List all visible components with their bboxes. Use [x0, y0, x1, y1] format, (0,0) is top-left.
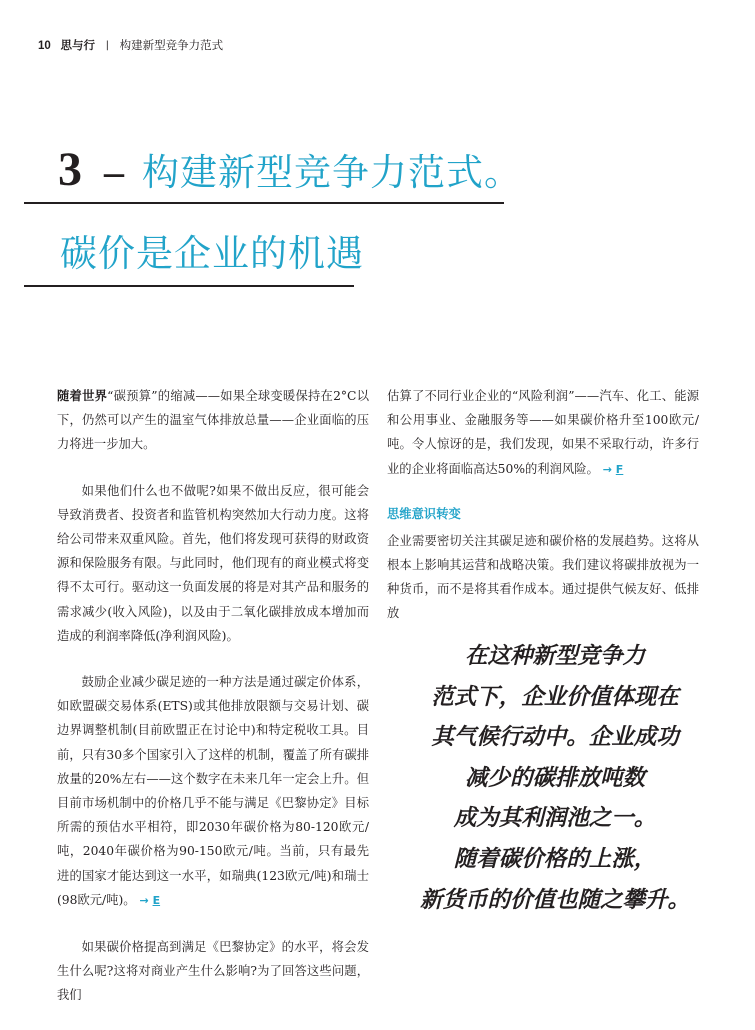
running-title: 构建新型竞争力范式	[119, 38, 224, 52]
pull-quote-line: 其气候行动中。企业成功	[431, 724, 679, 751]
chapter-subtitle: 碳价是企业的机遇	[60, 232, 364, 275]
page-number: 10	[38, 40, 51, 52]
arrow-right-icon: →	[139, 893, 149, 907]
pull-quote	[396, 636, 714, 920]
paragraph-continued	[387, 384, 699, 482]
header-separator: |	[105, 40, 109, 51]
pull-quote-line: 减少的碳排放吨数	[464, 764, 645, 791]
page-header	[38, 37, 223, 53]
pull-quote-line: 随着碳价格的上涨，	[453, 845, 657, 872]
exhibit-f-letter: F	[615, 462, 624, 476]
pull-quote-line: 在这种新型竞争力	[464, 643, 645, 669]
pull-quote-line: 成为其利润池之一。	[453, 805, 657, 832]
section-name: 思与行	[60, 38, 95, 52]
chapter-heading	[58, 140, 522, 210]
chapter-title-rule	[24, 202, 504, 204]
paragraph-4: 如果碳价格提高到满足《巴黎协定》的水平，将会发生什么呢?这将对商业产生什么影响?为了回答这些问题，我们	[57, 940, 369, 1003]
paragraph-3-text: 鼓励企业减少碳足迹的一种方法是通过碳定价体系，如欧盟碳交易体系(ETS)或其他排放限额与交易计划、碳边界调整机制(目前欧盟正在讨论中)和特定税收工具。目前，只有30多个国家引入了这样的机制，覆盖了所有碳排放量的20%左右——这个数字在未来几年一定会上升。但目前市场机制中的价格几乎不能与满足《巴黎协定》目标所需的预估水平相符，即2030年碳价格为80-120欧元/吨，2040年碳价格为90-150欧元/吨。当前，只有最先进的国家才能达到这一水平，如瑞典(123欧元/吨)和瑞士(98欧元/吨)。	[57, 675, 369, 907]
section-subheading: 思维意识转变	[387, 506, 461, 521]
paragraph-2: 如果他们什么也不做呢?如果不做出反应，很可能会导致消费者、投资者和监管机构突然加大行动力度。这将给公司带来双重风险。首先，他们将发现可获得的财政资源和保险服务有限。与此同时，他们现有的商业模式将变得不太可行。驱动这一负面发展的将是对其产品和服务的需求减少(收入风险)，以及由于二氧化碳排放成本增加而造成的利润率降低(净利润风险)。	[57, 483, 369, 643]
chapter-number: 3	[58, 143, 82, 196]
pull-quote-line: 新货币的价值也随之攀升。	[419, 886, 690, 913]
left-column	[57, 384, 369, 1030]
exhibit-e-link[interactable]	[140, 894, 161, 907]
pull-quote-line: 范式下，企业价值体现在	[431, 683, 679, 710]
paragraph-continued-text: 估算了不同行业企业的“风险利润”——汽车、化工、能源和公用事业、金融服务等——如果碳价格升至100欧元/吨。令人惊讶的是，我们发现，如果不采取行动，许多行业的企业将面临高达50%的利润风险。	[387, 389, 699, 476]
paragraph-1	[57, 384, 369, 457]
paragraph-3	[57, 670, 369, 913]
paragraph-mindset: 企业需要密切关注其碳足迹和碳价格的发展趋势。这将从根本上影响其运营和战略决策。我们建议将碳排放视为一种货币，而不是将其看作成本。通过提供气候友好、低排放	[387, 533, 699, 621]
subtitle-rule	[24, 285, 354, 287]
right-column	[387, 384, 699, 648]
exhibit-f-link[interactable]	[603, 463, 624, 476]
paragraph-lead: 随着世界	[57, 388, 108, 403]
paragraph-1-text: “碳预算”的缩减——如果全球变暖保持在2°C以下，仍然可以产生的温室气体排放总量——企业面临的压力将进一步加大。	[57, 389, 369, 452]
chapter-title: 构建新型竞争力范式。	[142, 151, 522, 194]
chapter-dash: –	[104, 149, 124, 194]
arrow-right-icon: →	[602, 462, 612, 476]
exhibit-e-letter: E	[152, 893, 161, 907]
